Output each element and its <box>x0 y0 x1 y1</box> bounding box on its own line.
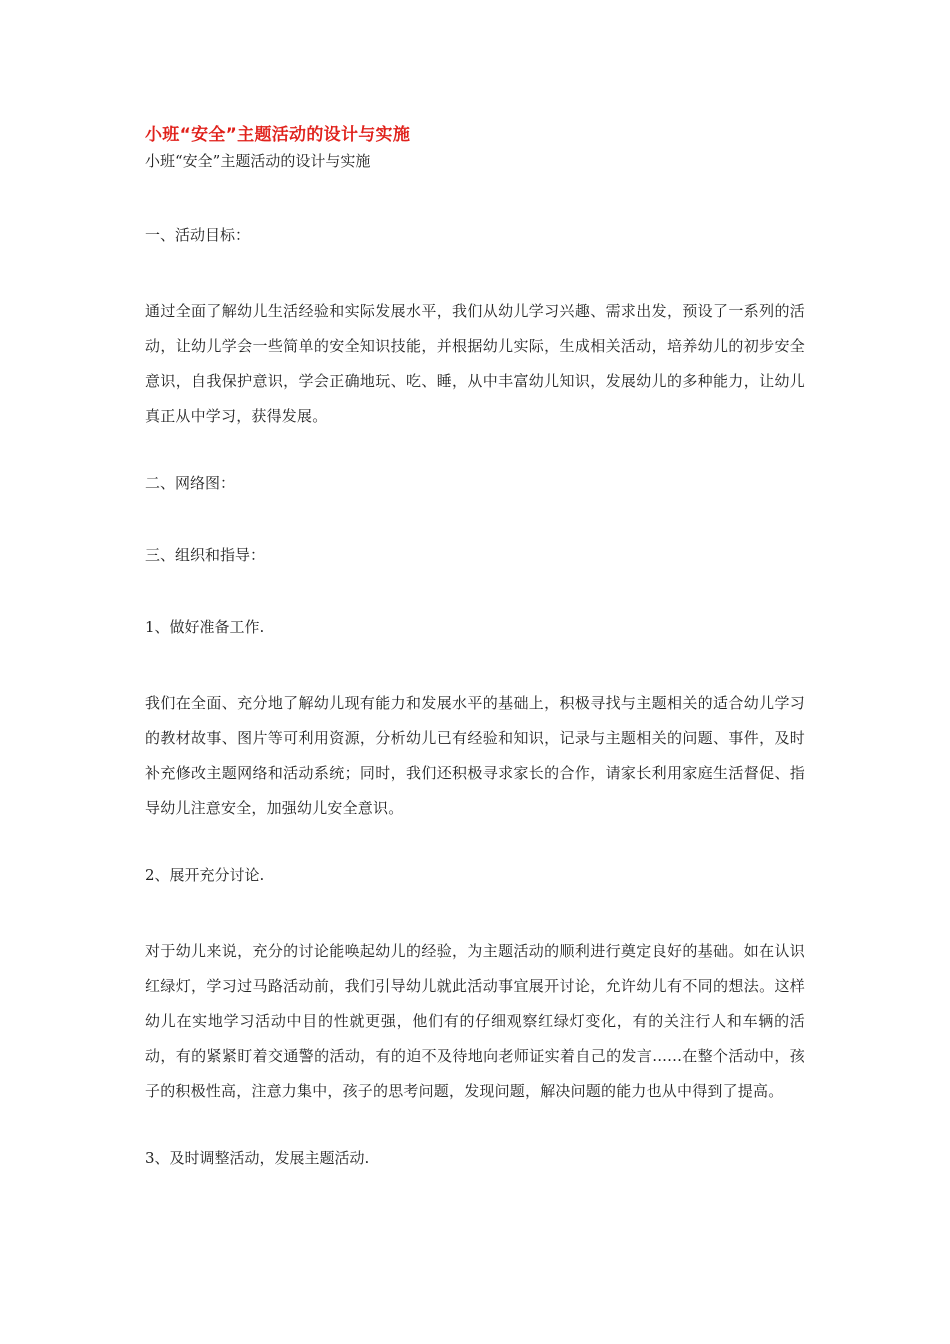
section-heading-network: 二、网络图： <box>145 474 236 492</box>
spacer <box>145 888 805 934</box>
document-title: 小班“安全”主题活动的设计与实施 <box>145 125 411 145</box>
spacer <box>145 568 805 614</box>
item-heading-adjustment: 3、及时调整活动，发展主题活动. <box>145 1149 370 1167</box>
spacer <box>145 1109 805 1145</box>
spacer <box>145 496 805 542</box>
spacer <box>145 434 805 470</box>
spacer <box>145 248 805 294</box>
item-heading-discussion: 2、展开充分讨论. <box>145 866 265 884</box>
paragraph-goals: 通过全面了解幼儿生活经验和实际发展水平，我们从幼儿学习兴趣、需求出发，预设了一系列的活动，让幼儿学会一些简单的安全知识技能，并根据幼儿实际，生成相关活动，培养幼儿的初步安全意识，自我保护意识，学会正确地玩、吃、睡，从中丰富幼儿知识，发展幼儿的多种能力，让幼儿真正从中学习，获得发展。 <box>145 302 805 425</box>
paragraph-discussion: 对于幼儿来说，充分的讨论能唤起幼儿的经验，为主题活动的顺利进行奠定良好的基础。如在认识红绿灯，学习过马路活动前，我们引导幼儿就此活动事宜展开讨论，允许幼儿有不同的想法。这样幼儿在实地学习活动中目的性就更强，他们有的仔细观察红绿灯变化，有的关注行人和车辆的活动，有的紧紧盯着交通警的活动，有的迫不及待地向老师证实着自己的发言......在整个活动中，孩子的积极性高，注意力集中，孩子的思考问题，发现问题，解决问题的能力也从中得到了提高。 <box>145 942 805 1100</box>
spacer <box>145 826 805 862</box>
spacer <box>145 640 805 686</box>
spacer <box>145 174 805 222</box>
document-subtitle: 小班“安全”主题活动的设计与实施 <box>145 152 371 170</box>
document-body <box>145 122 805 1171</box>
paragraph-preparation: 我们在全面、充分地了解幼儿现有能力和发展水平的基础上，积极寻找与主题相关的适合幼儿学习的教材故事、图片等可利用资源，分析幼儿已有经验和知识，记录与主题相关的问题、事件，及时补充修改主题网络和活动系统；同时，我们还积极寻求家长的合作，请家长利用家庭生活督促、指导幼儿注意安全，加强幼儿安全意识。 <box>145 694 805 817</box>
section-heading-goals: 一、活动目标： <box>145 226 251 244</box>
item-heading-preparation: 1、做好准备工作. <box>145 618 265 636</box>
section-heading-organization: 三、组织和指导： <box>145 546 266 564</box>
